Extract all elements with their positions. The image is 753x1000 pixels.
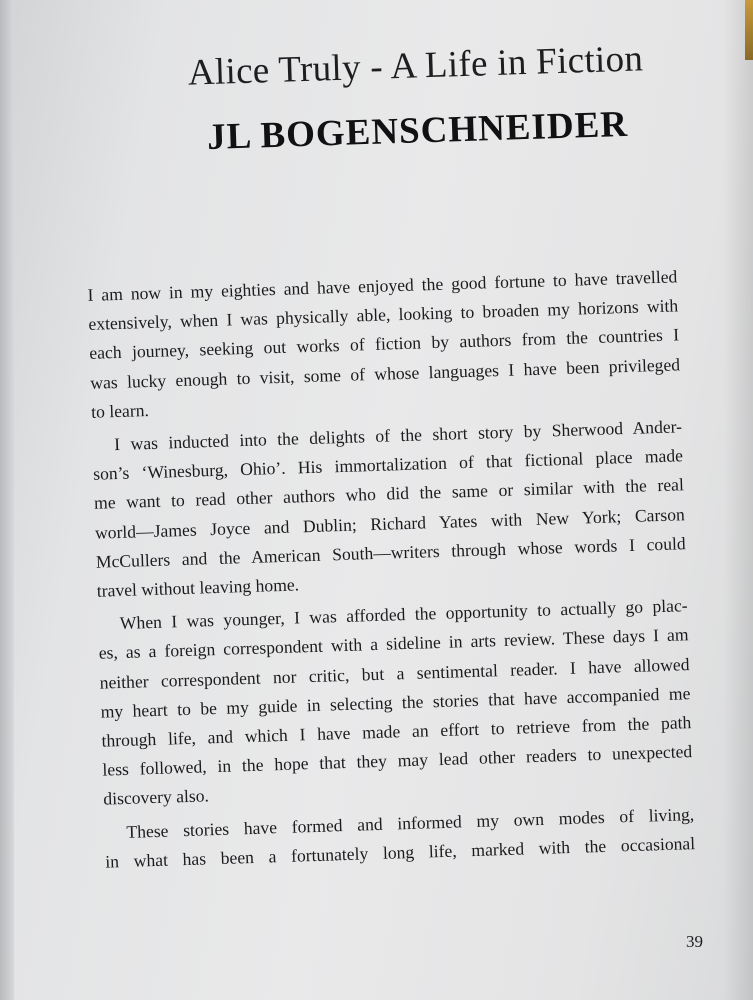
text-line: me want to read other authors who did the same or similar with the real (93, 474, 685, 514)
adjacent-book-edge (745, 0, 753, 60)
text-line: in what has been a fortunately long life, marked with the occasional (105, 832, 696, 872)
page-content (80, 36, 716, 877)
text-line: I am now in my eighties and have enjoyed the good fortune to have travelled (87, 266, 678, 305)
author-name: JL BOGENSCHNEIDER (206, 103, 629, 159)
text-line: through life, and which I have made an effort to retrieve from the path (101, 712, 692, 751)
paragraph-3 (97, 591, 713, 814)
text-line: I was inducted into the delights of the short story by Sherwood Ander- (113, 416, 683, 455)
text-line: to learn. (90, 399, 150, 422)
body-text (87, 262, 715, 877)
page-edge (0, 0, 14, 1000)
text-line: son’s ‘Winesburg, Ohio’. His immortalization of that fictional place made (92, 445, 684, 485)
text-line: es, as a foreign correspondent with a sideline in arts review. These days I am (98, 624, 689, 664)
paragraph-1 (87, 262, 701, 427)
book-title: Alice Truly - A Life in Fiction (187, 38, 644, 94)
text-line: world—James Joyce and Dublin; Richard Yates with New York; Carson (94, 503, 686, 543)
text-line: travel without leaving home. (96, 574, 300, 601)
page-number: 39 (686, 932, 703, 951)
text-line: When I was younger, I was afforded the opportunity to actually go plac- (119, 595, 688, 634)
text-line: extensively, when I was physically able, looking to broaden my horizons with (88, 295, 679, 335)
text-line: These stories have formed and informed my own modes of living, (126, 803, 695, 842)
text-line: my heart to be my guide in selecting the stories that have accompanied me (100, 682, 691, 722)
text-line: McCullers and the American South—writers through whose words I could (95, 533, 686, 572)
text-line: discovery also. (103, 785, 210, 810)
text-line: neither correspondent nor critic, but a sentimental reader. I have allowed (99, 653, 690, 693)
paragraph-2 (92, 412, 707, 606)
text-line: was lucky enough to visit, some of whose languages I have been privileged (89, 353, 681, 393)
text-line: each journey, seeking out works of fiction by authors from the countries I (89, 324, 680, 364)
text-line: less followed, in the hope that they may lead other readers to unexpected (102, 741, 693, 780)
spine-shadow (723, 0, 753, 1000)
